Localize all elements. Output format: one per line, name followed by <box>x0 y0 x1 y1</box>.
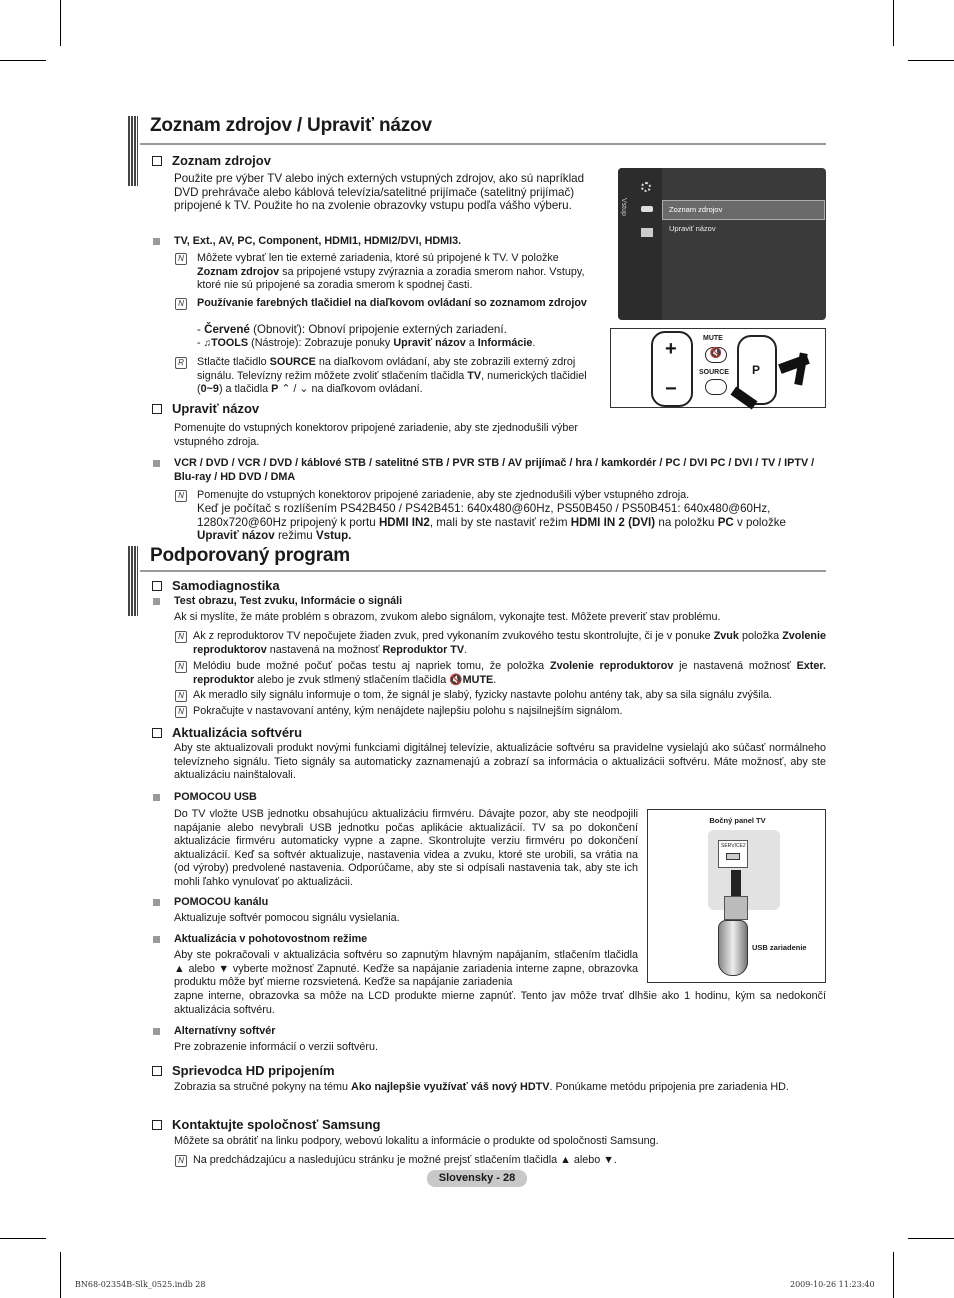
note-melody: Melódiu bude možné počuť počas testu aj napriek tomu, že položka Zvolenie reproduktorov je nastavená možnosť Exter. reproduktor alebo je zvuk stlmený stlačením tlačidla 🔇MUTE. <box>193 660 826 686</box>
osd-side-label: Vstup <box>620 198 627 216</box>
subheading-hd-guide: Sprievodca HD pripojením <box>152 1063 335 1078</box>
input-icon <box>641 206 653 212</box>
checkbox-icon <box>152 728 162 738</box>
usb-side-panel-figure <box>647 809 826 983</box>
bullet-square-icon <box>153 1028 160 1035</box>
source-button[interactable] <box>705 379 727 395</box>
port-label: SERVICE2 <box>721 843 746 849</box>
gear-icon <box>641 182 651 192</box>
hd-guide-description: Zobrazia sa stručné pokyny na tému Ako najlepšie využívať váš nový HDTV. Ponúkame metódu pripojenia pre zariadenia HD. <box>174 1081 789 1093</box>
source-list-description: Použite pre výber TV alebo iných externých vstupných zdrojov, ako sú napríklad DVD prehrávače alebo káblová televízia/satelitné prijímače (satelitný prijímač) pripojené k TV. Použite ho na zvolenie obrazovky vstupu podľa vášho výberu. <box>174 172 585 212</box>
alt-software-title: Alternatívny softvér <box>174 1025 276 1037</box>
channel-update-description: Aktualizuje softvér pomocou signálu vysielania. <box>174 912 400 924</box>
note-signal-strength: Ak meradlo sily signálu informuje o tom, že signál je slabý, fyzicky nastavte polohu antény tak, aby sa sila signálu zvýšila. <box>193 689 773 701</box>
usb-port-icon <box>726 853 740 860</box>
subheading-source-list: Zoznam zdrojov <box>152 153 271 168</box>
osd-menu-figure <box>618 168 826 320</box>
bullet-square-icon <box>153 460 160 467</box>
source-label: SOURCE <box>699 369 729 376</box>
support-icon <box>641 228 653 237</box>
minus-icon: − <box>665 378 677 400</box>
bullet-square-icon <box>153 936 160 943</box>
tools-icon: ♫ <box>203 338 212 349</box>
section-title: Zoznam zdrojov / Upraviť názov <box>150 115 432 136</box>
remote-note-icon: R <box>175 357 187 369</box>
device-name-list: VCR / DVD / VCR / DVD / káblové STB / satelitné STB / PVR STB / AV prijímač / hra / kamkordér / PC / DVI PC / DVI / TV / IPTV / Blu-ray / HD DVD / DMA <box>174 457 815 483</box>
standby-update-description: Aby ste pokračovali v aktualizácia softvéru so zapnutým hlavným napájaním, stlačením tlačidla ▲ alebo ▼ vyberte možnosť Zapnuté. Keďže sa napájanie zariadenia interne zapne, obrazovka produktu môže byť mierne rozsvietená. Keďže sa napájanie zariadenia <box>174 949 638 988</box>
note-icon: N <box>175 1155 187 1167</box>
osd-icon-column <box>618 168 662 320</box>
file-info: BN68-02354B-Slk_0525.indb 28 <box>75 1280 206 1289</box>
note-icon: N <box>175 490 187 502</box>
subheading-self-diagnosis: Samodiagnostika <box>152 578 280 593</box>
channel-update-title: POMOCOU kanálu <box>174 896 269 908</box>
usb-update-description: Do TV vložte USB jednotku obsahujúcu aktualizáciu firmvéru. Dávajte pozor, aby ste neodpojili napájanie alebo nevybrali USB jednotku počas aplikácie aktualizácií. TV sa po dokončení aktualizácie firmvéru automaticky vypne a zapne. Skontrolujte verziu firmvéru po dokončení aktualizácií. Keď sa softvér aktualizuje, nastavenia videa a zvuku, ktoré ste urobili, sa vrátia na (od výroby) predvolené nastavenia. Odporúčame, aby ste si odpísali nastavenia tak, aby ste ich mohli ľahko vynulovať po aktualizácii. <box>174 808 638 888</box>
crop-mark <box>60 1252 61 1298</box>
source-types: TV, Ext., AV, PC, Component, HDMI1, HDMI2/DVI, HDMI3. <box>174 235 462 247</box>
mute-label: MUTE <box>703 335 723 342</box>
crop-mark <box>0 60 46 61</box>
title-rule <box>140 143 826 145</box>
alt-software-description: Pre zobrazenie informácií o verzii softvéru. <box>174 1041 379 1053</box>
usb-port-box <box>718 840 748 868</box>
checkbox-icon <box>152 404 162 414</box>
bullet-square-icon <box>153 899 160 906</box>
chevron-down-icon: ⌄ <box>299 383 309 395</box>
note-connected-devices: Môžete vybrať len tie externé zariadenia, ktoré sú pripojené k TV. V položke Zoznam zdrojov sa pripojené vstupy zvýraznia a zoradia smerom nahor. Vstupy, ktoré nie sú pripojené sa zoradia smerom k spodnej časti. <box>197 252 585 291</box>
note-source-button: Stlačte tlačidlo SOURCE na diaľkovom ovládaní, aby ste zobrazili externý zdroj signálu. Televízny režim môžete zvoliť stlačením tlačidla TV, numerických tlačidiel (0~9) a tlačidla P ⌃ / ⌄ na diaľkovom ovládaní. <box>197 356 587 395</box>
crop-mark <box>893 1252 894 1298</box>
usb-update-title: POMOCOU USB <box>174 791 257 803</box>
print-date: 2009-10-26 11:23:40 <box>790 1280 875 1289</box>
usb-device-label: USB zariadenie <box>752 943 807 952</box>
channel-p-label: P <box>752 363 761 377</box>
page-number-badge: Slovensky - 28 <box>427 1170 527 1187</box>
title-bar-decoration <box>128 116 138 186</box>
note-antenna: Pokračujte v nastavovaní antény, kým nenájdete najlepšiu polohu s najsilnejším signálom. <box>193 705 623 717</box>
note-icon: N <box>175 706 187 718</box>
tools-button-info: - ♫TOOLS (Nástroje): Zobrazuje ponuky Upraviť názov a Informácie. <box>197 337 536 349</box>
remote-figure <box>610 328 826 408</box>
note-icon: N <box>175 661 187 673</box>
bullet-square-icon <box>153 598 160 605</box>
note-page-navigation: Na predchádzajúcu a nasledujúcu stránku je možné prejsť stlačením tlačidla ▲ alebo ▼. <box>193 1154 617 1166</box>
crop-mark <box>893 0 894 46</box>
checkbox-icon <box>152 1120 162 1130</box>
note-pc-resolution: Keď je počítač s rozlíšením PS42B450 / PS42B451: 640x480@60Hz, PS50B450 / PS50B451: 640x480@60Hz, 1280x720@60Hz pripojený k portu HDMI IN2, mali by ste nastaviť režim HDMI IN 2 (DVI) na položku PC v položke Upraviť názov režimu Vstup. <box>197 502 786 542</box>
usb-stick <box>718 920 748 976</box>
standby-update-title: Aktualizácia v pohotovostnom režime <box>174 933 368 945</box>
diagnosis-description: Ak si myslíte, že máte problém s obrazom, zvukom alebo signálom, vykonajte test. Môžete preveriť stav problému. <box>174 611 721 623</box>
crop-mark <box>908 1238 954 1239</box>
note-edit-name: Pomenujte do vstupných konektorov pripojené zariadenie, aby ste zjednodušili výber vstupného zdroja. <box>197 489 690 501</box>
crop-mark <box>908 60 954 61</box>
crop-mark <box>0 1238 46 1239</box>
subheading-edit-name: Upraviť názov <box>152 401 259 416</box>
contact-description: Môžete sa obrátiť na linku podpory, webovú lokalitu a informácie o produkte od spoločnosti Samsung. <box>174 1135 659 1147</box>
standby-update-description-cont: zapne interne, obrazovka sa môže na LCD produkte mierne zapnúť. Tento jav môže trvať dlhšie ako 1 hodinu, kým sa nedokončí aktualizácia softvéru. <box>174 990 826 1016</box>
note-icon: N <box>175 690 187 702</box>
checkbox-icon <box>152 1066 162 1076</box>
osd-item-edit-name: Upraviť názov <box>669 224 716 233</box>
insert-arrow-icon <box>731 870 741 898</box>
subheading-contact-samsung: Kontaktujte spoločnosť Samsung <box>152 1117 380 1132</box>
subheading-software-update: Aktualizácia softvéru <box>152 725 302 740</box>
note-icon: N <box>175 298 187 310</box>
note-color-buttons: Používanie farebných tlačidiel na diaľkovom ovládaní so zoznamom zdrojov <box>197 297 587 309</box>
chevron-up-icon: ⌃ <box>281 383 291 395</box>
note-icon: N <box>175 253 187 265</box>
osd-item-source-list: Zoznam zdrojov <box>669 205 723 214</box>
update-description: Aby ste aktualizovali produkt novými funkciami digitálnej televízie, aktualizácie softvéru sa pravidelne vysielajú ako súčasť normálneho televízneho signálu. Tieto signály sa automaticky zaznamenajú a zobrazí sa informácia o aktualizácii softvéru. Máte možnosť, aby ste aktualizáciu nainštalovali. <box>174 742 826 781</box>
mute-button[interactable]: 🔇 <box>705 347 727 363</box>
side-panel-label: Bočný panel TV <box>709 816 766 825</box>
checkbox-icon <box>152 581 162 591</box>
usb-plug <box>724 896 748 920</box>
bullet-square-icon <box>153 794 160 801</box>
mute-icon: 🔇 <box>449 673 463 686</box>
plus-icon: + <box>665 338 677 360</box>
checkbox-icon <box>152 156 162 166</box>
edit-name-description: Pomenujte do vstupných konektorov pripojené zariadenie, aby ste zjednodušili výber vstupného zdroja. <box>174 422 578 448</box>
title-bar-decoration <box>128 546 138 616</box>
diagnosis-tests: Test obrazu, Test zvuku, Informácie o signáli <box>174 595 403 607</box>
section-title: Podporovaný program <box>150 545 350 566</box>
crop-mark <box>60 0 61 46</box>
note-sound-test: Ak z reproduktorov TV nepočujete žiaden zvuk, pred vykonaním zvukového testu skontrolujte, či je v ponuke Zvuk položka Zvolenie reproduktorov nastavená na možnosť Reproduktor TV. <box>193 630 827 656</box>
bullet-square-icon <box>153 238 160 245</box>
red-button-info: - Červené (Obnoviť): Obnoví pripojenie externých zariadení. <box>197 323 507 336</box>
volume-rocker <box>651 331 693 407</box>
title-rule <box>140 570 826 572</box>
note-icon: N <box>175 631 187 643</box>
